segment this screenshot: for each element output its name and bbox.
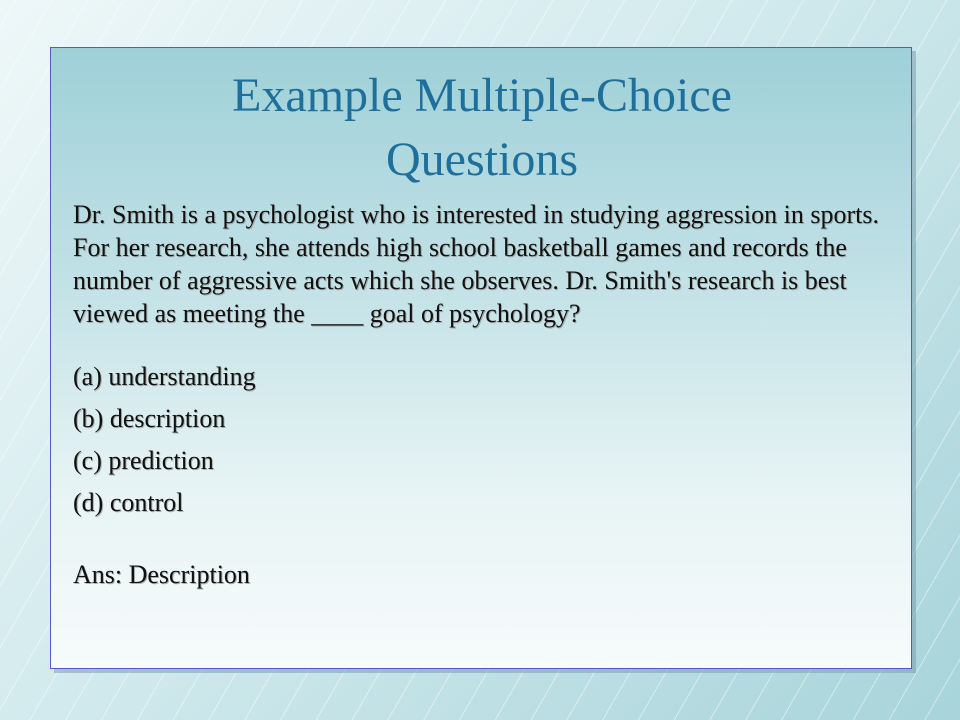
question-text: Dr. Smith is a psychologist who is interested in studying aggression in sports. For her research, she attends high school basketball games and records the number of aggressive acts which she observes. Dr. Smith's research is best viewed as meeting the ____ goal of psychology? xyxy=(73,200,879,328)
option-d: (d) control xyxy=(73,488,184,517)
option-b: (b) description xyxy=(73,404,226,433)
slide-title xyxy=(51,64,913,192)
slide-body xyxy=(73,198,883,590)
slide-title-line1: Example Multiple-Choice xyxy=(232,69,732,122)
answer-text: Ans: Description xyxy=(73,560,250,589)
slide-panel xyxy=(50,47,912,669)
answer-options xyxy=(73,362,883,517)
option-c: (c) prediction xyxy=(73,446,214,475)
slide-title-line2: Questions xyxy=(386,133,578,186)
option-a: (a) understanding xyxy=(73,362,256,391)
